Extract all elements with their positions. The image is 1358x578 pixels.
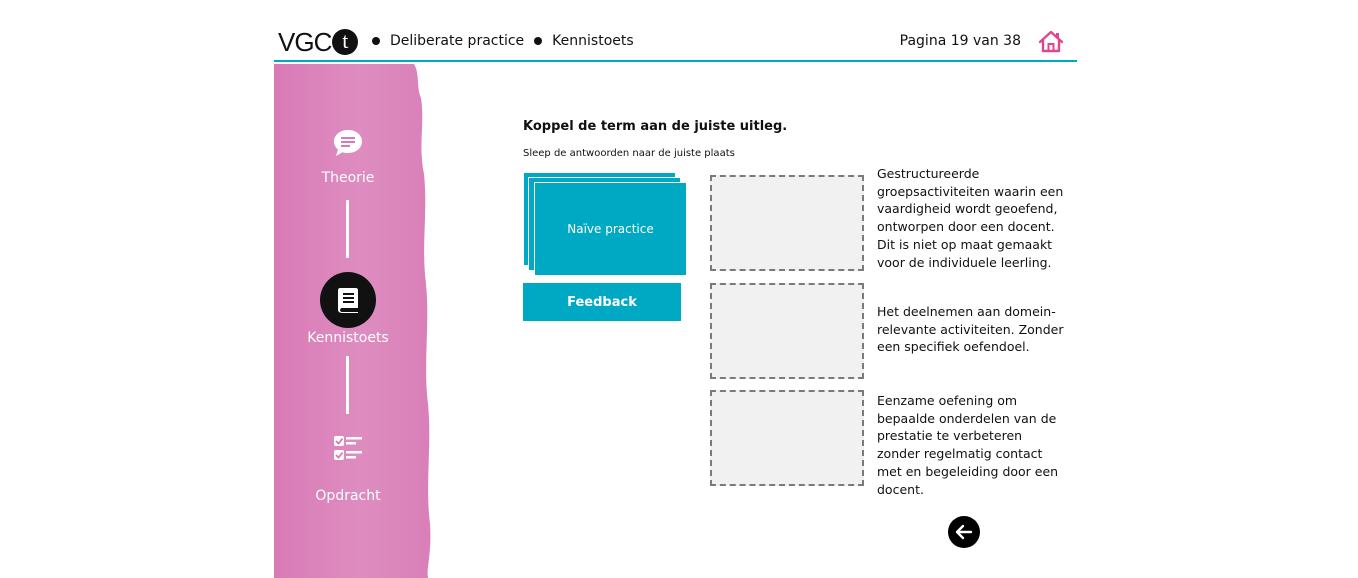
- draggable-answer-card[interactable]: [534, 182, 687, 276]
- sidebar-item-label: Kennistoets: [307, 330, 389, 346]
- arrow-left-icon: [955, 524, 973, 540]
- question-instruction: Sleep de antwoorden naar de juiste plaats: [523, 148, 735, 159]
- answer-card-label: Naïve practice: [567, 222, 654, 236]
- checklist-icon: [332, 434, 364, 464]
- chat-bubble-icon: [332, 128, 364, 158]
- definition-text-2: Het deelnemen aan domein-relevante activiteiten. Zonder een specifiek oefendoel.: [877, 304, 1064, 355]
- definition-text-3: Eenzame oefening om bepaalde onderdelen van de prestatie te verbeteren zonder regelmatig contact met en begeleiding door een docent.: [877, 393, 1059, 497]
- vgct-logo[interactable]: [278, 28, 358, 56]
- nav-connector-line: [346, 356, 349, 414]
- breadcrumb-item-section: Kennistoets: [552, 33, 634, 49]
- question-title: Koppel de term aan de juiste uitleg.: [523, 119, 788, 134]
- home-icon[interactable]: [1037, 30, 1065, 54]
- bullet-icon: [372, 37, 380, 45]
- back-arrow-button[interactable]: [948, 516, 980, 548]
- book-icon: [336, 286, 360, 314]
- feedback-button[interactable]: Feedback: [523, 283, 681, 321]
- bullet-icon: [534, 37, 542, 45]
- app-frame: [274, 0, 1077, 578]
- drop-zone-1[interactable]: [710, 175, 864, 271]
- definition-text-1: Gestructureerde groepsactiviteiten waarin een vaardigheid wordt geoefend, ontworpen door een docent. Dit is niet op maat gemaakt voor de individuele leerling.: [877, 166, 1064, 270]
- header: [274, 22, 1077, 62]
- breadcrumb: [372, 33, 644, 49]
- active-indicator: [320, 272, 376, 328]
- page-counter: Pagina 19 van 38: [899, 33, 1021, 49]
- sidebar-item-kennistoets[interactable]: [274, 272, 422, 346]
- sidebar-nav: [274, 64, 436, 578]
- drop-zone-2[interactable]: [710, 283, 864, 379]
- drop-zone-3[interactable]: [710, 390, 864, 486]
- nav-connector-line: [346, 200, 349, 258]
- draggable-answer-stack[interactable]: [523, 172, 688, 276]
- sidebar-item-label: Theorie: [321, 170, 375, 186]
- sidebar-item-opdracht[interactable]: [274, 434, 422, 504]
- logo-text: VGC: [278, 26, 332, 57]
- sidebar-item-theorie[interactable]: [274, 128, 422, 186]
- sidebar-item-label: Opdracht: [315, 488, 381, 504]
- logo-circle-letter: t: [332, 29, 358, 55]
- breadcrumb-item-module: Deliberate practice: [390, 33, 525, 49]
